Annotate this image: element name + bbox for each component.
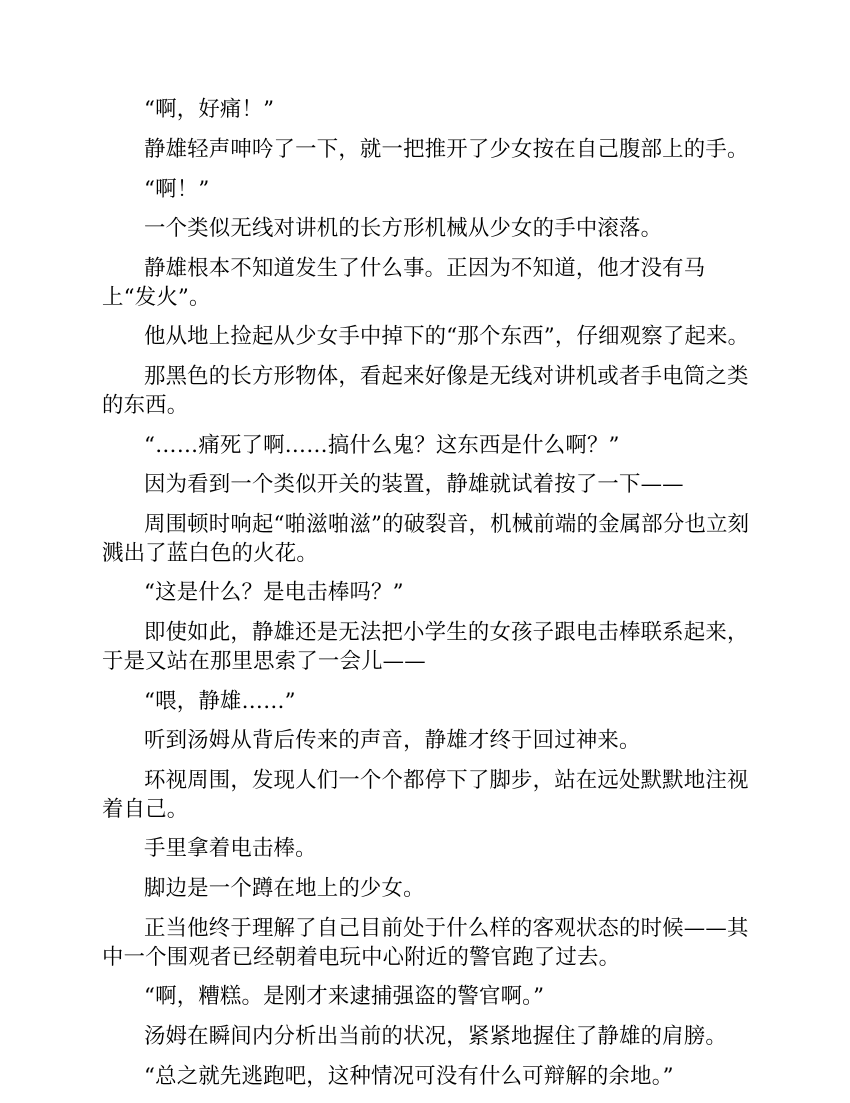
paragraph-17: 脚边是一个蹲在地上的少女。	[144, 876, 425, 902]
paragraph-13: “喂，静雄……”	[144, 688, 296, 714]
paragraph-14: 听到汤姆从背后传来的声音，静雄才终于回过神来。	[144, 728, 641, 754]
paragraph-20: 汤姆在瞬间内分析出当前的状况，紧紧地握住了静雄的肩膀。	[144, 1024, 727, 1050]
paragraph-9: 因为看到一个类似开关的装置，静雄就试着按了一下——	[144, 472, 684, 498]
paragraph-4: 一个类似无线对讲机的长方形机械从少女的手中滚落。	[144, 216, 663, 242]
paragraph-5: 静雄根本不知道发生了什么事。正因为不知道，他才没有马上“发火”。	[102, 256, 706, 310]
document-body	[102, 96, 750, 1103]
paragraph-8: “……痛死了啊……搞什么鬼？这东西是什么啊？”	[144, 432, 620, 458]
paragraph-1: “啊，好痛！”	[144, 97, 275, 122]
paragraph-2: 静雄轻声呻吟了一下，就一把推开了少女按在自己腹部上的手。	[144, 136, 749, 162]
paragraph-11: “这是什么？是电击棒吗？”	[144, 580, 404, 606]
paragraph-10: 周围顿时响起“啪滋啪滋”的破裂音，机械前端的金属部分也立刻溅出了蓝白色的火花。	[102, 512, 750, 566]
paragraph-21: “总之就先逃跑吧，这种情况可没有什么可辩解的余地。”	[144, 1063, 674, 1089]
paragraph-15: 环视周围，发现人们一个个都停下了脚步，站在远处默默地注视着自己。	[102, 768, 749, 822]
paragraph-16: 手里拿着电击棒。	[144, 836, 317, 862]
paragraph-12: 即使如此，静雄还是无法把小学生的女孩子跟电击棒联系起来，于是又站在那里思索了一会儿——	[102, 620, 749, 674]
paragraph-7: 那黑色的长方形物体，看起来好像是无线对讲机或者手电筒之类的东西。	[102, 364, 749, 418]
paragraph-18: 正当他终于理解了自己目前处于什么样的客观状态的时候——其中一个围观者已经朝着电玩中心附近的警官跑了过去。	[102, 916, 749, 970]
paragraph-3: “啊！”	[144, 176, 210, 202]
paragraph-6: 他从地上捡起从少女手中掉下的“那个东西”，仔细观察了起来。	[144, 324, 750, 350]
paragraph-19: “啊，糟糕。是刚才来逮捕强盗的警官啊。”	[144, 984, 545, 1010]
